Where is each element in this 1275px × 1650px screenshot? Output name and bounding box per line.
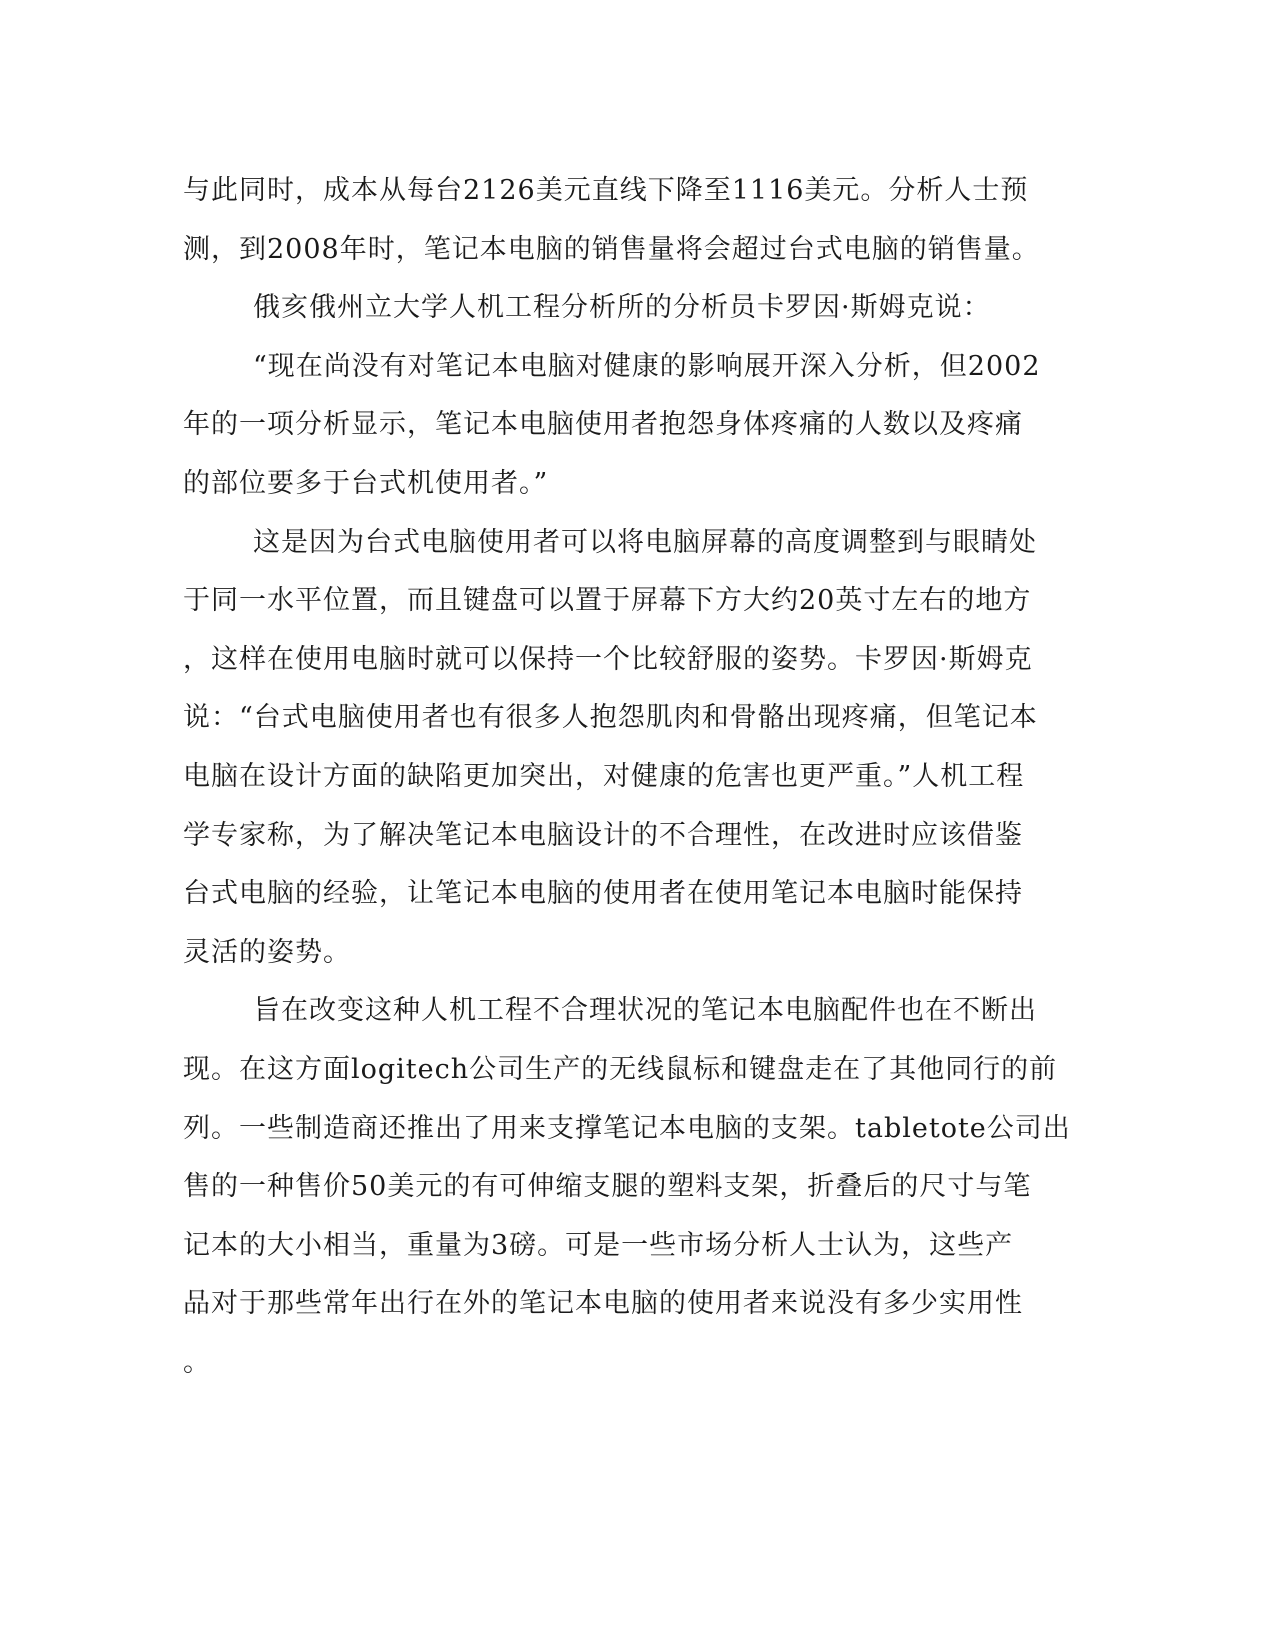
text-line: 旨在改变这种人机工程不合理状况的笔记本电脑配件也在不断出: [253, 995, 1037, 1027]
text-line: 电脑在设计方面的缺陷更加突出，对健康的危害也更严重。”人机工程: [183, 760, 1025, 792]
text-line: “现在尚没有对笔记本电脑对健康的影响展开深入分析，但2002: [253, 350, 1041, 382]
text-line: 俄亥俄州立大学人机工程分析所的分析员卡罗因·斯姆克说：: [253, 292, 991, 324]
text-line: 年的一项分析显示，笔记本电脑使用者抱怨身体疼痛的人数以及疼痛: [183, 409, 1023, 441]
text-line: 售的一种售价50美元的有可伸缩支腿的塑料支架，折叠后的尺寸与笔: [183, 1171, 1032, 1203]
text-line: 台式电脑的经验，让笔记本电脑的使用者在使用笔记本电脑时能保持: [183, 878, 1023, 910]
text-line: 与此同时，成本从每台2126美元直线下降至1116美元。分析人士预: [183, 175, 1029, 206]
text-line: 于同一水平位置，而且键盘可以置于屏幕下方大约20英寸左右的地方: [183, 585, 1032, 617]
text-line: 列。一些制造商还推出了用来支撑笔记本电脑的支架。tabletote公司出: [183, 1112, 1071, 1144]
text-line: 学专家称，为了解决笔记本电脑设计的不合理性，在改进时应该借鉴: [183, 819, 1023, 851]
body-text: [183, 162, 1071, 1392]
text-line: 现。在这方面logitech公司生产的无线鼠标和键盘走在了其他同行的前: [183, 1053, 1058, 1085]
text-line: 。: [183, 1346, 211, 1378]
text-line: 这是因为台式电脑使用者可以将电脑屏幕的高度调整到与眼睛处: [253, 526, 1037, 558]
text-line: 说：“台式电脑使用者也有很多人抱怨肌肉和骨骼出现疼痛，但笔记本: [183, 702, 1038, 734]
text-line: 记本的大小相当，重量为3磅。可是一些市场分析人士认为，这些产: [183, 1229, 1014, 1261]
text-line: 品对于那些常年出行在外的笔记本电脑的使用者来说没有多少实用性: [183, 1288, 1023, 1320]
text-line: 测，到2008年时，笔记本电脑的销售量将会超过台式电脑的销售量。: [183, 233, 1040, 265]
text-line: ，这样在使用电脑时就可以保持一个比较舒服的姿势。卡罗因·斯姆克: [183, 643, 1033, 675]
text-line: 的部位要多于台式机使用者。”: [183, 467, 549, 499]
text-line: 灵活的姿势。: [183, 936, 351, 968]
